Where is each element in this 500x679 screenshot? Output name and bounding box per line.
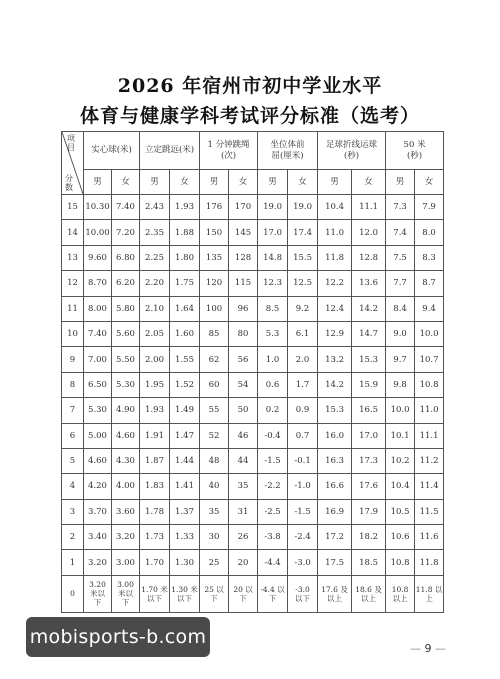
- value-cell: 9.8: [386, 372, 415, 397]
- score-cell: 14: [62, 220, 84, 245]
- gender-male: 男: [258, 170, 288, 195]
- value-cell: 0.6: [258, 372, 288, 397]
- value-cell: 8.70: [84, 271, 112, 296]
- value-cell: 1.30: [170, 550, 200, 575]
- value-cell: 56: [229, 347, 258, 372]
- value-cell: 12.4: [318, 296, 352, 321]
- value-cell: 10.2: [386, 448, 415, 473]
- col-header-sit-and-reach: 坐位体前 屈(厘米): [258, 132, 318, 170]
- value-cell: 2.00: [140, 347, 170, 372]
- value-cell: 1.37: [170, 499, 200, 524]
- value-line: 下: [210, 593, 218, 603]
- value-cell: 128: [229, 245, 258, 270]
- value-cell: 1.83: [140, 474, 170, 499]
- value-cell: 14.7: [352, 321, 386, 346]
- value-cell: 1.95: [140, 372, 170, 397]
- table-row: [62, 220, 444, 245]
- value-cell: 2.10: [140, 296, 170, 321]
- value-cell: 1.33: [170, 525, 200, 550]
- value-cell: 17.2: [318, 525, 352, 550]
- page-number: [398, 642, 458, 655]
- corner-score-label: 分 数: [65, 174, 73, 192]
- value-cell: 10.4: [386, 474, 415, 499]
- value-cell: -0.4: [258, 423, 288, 448]
- value-line: 以下: [147, 593, 163, 603]
- value-cell: 1.55: [170, 347, 200, 372]
- value-cell: 14.2: [352, 296, 386, 321]
- value-cell: 13.6: [352, 271, 386, 296]
- score-cell: 1: [62, 550, 84, 575]
- value-cell: [352, 575, 386, 612]
- value-cell: 1.52: [170, 372, 200, 397]
- value-cell: 11.0: [415, 398, 444, 423]
- value-cell: 4.30: [112, 448, 140, 473]
- table-row: [62, 245, 444, 270]
- value-line: 17.6 及: [321, 584, 348, 594]
- table-row: [62, 372, 444, 397]
- value-cell: 10.30: [84, 195, 112, 220]
- value-cell: -3.8: [258, 525, 288, 550]
- value-cell: 0.7: [288, 423, 318, 448]
- value-cell: 10.0: [415, 321, 444, 346]
- value-cell: 4.60: [84, 448, 112, 473]
- value-line: 米以: [90, 589, 105, 599]
- score-cell: 6: [62, 423, 84, 448]
- value-cell: 8.0: [415, 220, 444, 245]
- value-cell: 10.0: [386, 398, 415, 423]
- gender-female: 女: [415, 170, 444, 195]
- value-cell: 13.2: [318, 347, 352, 372]
- value-cell: 1.93: [170, 195, 200, 220]
- value-cell: 9.0: [386, 321, 415, 346]
- value-cell: 1.41: [170, 474, 200, 499]
- gender-male: 男: [140, 170, 170, 195]
- value-cell: [415, 575, 444, 612]
- value-cell: 150: [200, 220, 229, 245]
- value-line: -3.0: [295, 584, 310, 594]
- gender-female: 女: [229, 170, 258, 195]
- value-cell: 1.91: [140, 423, 170, 448]
- score-table: [61, 131, 444, 613]
- value-cell: 35: [200, 499, 229, 524]
- value-cell: 2.05: [140, 321, 170, 346]
- value-cell: 6.80: [112, 245, 140, 270]
- gender-female: 女: [352, 170, 386, 195]
- value-cell: 7.3: [386, 195, 415, 220]
- value-cell: 5.50: [112, 347, 140, 372]
- value-cell: [229, 575, 258, 612]
- page-number-value: 9: [424, 642, 432, 655]
- title-line-1: 2026 年宿州市初中学业水平: [117, 75, 383, 97]
- value-cell: 2.35: [140, 220, 170, 245]
- table-row: [62, 525, 444, 550]
- score-cell: 4: [62, 474, 84, 499]
- value-line: 1.30 米: [171, 584, 198, 594]
- value-cell: 4.90: [112, 398, 140, 423]
- value-cell: 14.2: [318, 372, 352, 397]
- score-cell: 8: [62, 372, 84, 397]
- value-cell: 8.00: [84, 296, 112, 321]
- table-row: [62, 499, 444, 524]
- value-cell: -1.0: [288, 474, 318, 499]
- value-cell: 35: [229, 474, 258, 499]
- value-line: 米以: [118, 589, 133, 599]
- value-cell: 3.40: [84, 525, 112, 550]
- value-cell: 17.5: [318, 550, 352, 575]
- value-cell: 8.7: [415, 271, 444, 296]
- value-cell: 2.0: [288, 347, 318, 372]
- value-cell: 4.20: [84, 474, 112, 499]
- value-cell: 1.44: [170, 448, 200, 473]
- score-cell: 2: [62, 525, 84, 550]
- value-line: 20 以: [233, 584, 253, 594]
- value-line: 3.20: [89, 580, 106, 590]
- value-cell: 17.6: [352, 474, 386, 499]
- value-cell: -1.5: [258, 448, 288, 473]
- value-line: 以下: [177, 593, 193, 603]
- value-cell: -1.5: [288, 499, 318, 524]
- value-cell: 1.88: [170, 220, 200, 245]
- score-cell: 5: [62, 448, 84, 473]
- value-cell: 115: [229, 271, 258, 296]
- value-cell: 19.0: [258, 195, 288, 220]
- page-title: [0, 74, 500, 128]
- header-row-items: [62, 132, 444, 170]
- value-cell: 11.8: [415, 550, 444, 575]
- value-cell: 12.0: [352, 220, 386, 245]
- score-cell: 9: [62, 347, 84, 372]
- value-line: 1.70 米: [141, 584, 168, 594]
- value-cell: 30: [200, 525, 229, 550]
- score-cell: 10: [62, 321, 84, 346]
- value-cell: -4.4: [258, 550, 288, 575]
- value-cell: 5.80: [112, 296, 140, 321]
- score-cell: 3: [62, 499, 84, 524]
- score-cell: 11: [62, 296, 84, 321]
- value-cell: -3.0: [288, 550, 318, 575]
- value-cell: 4.60: [112, 423, 140, 448]
- value-cell: 16.9: [318, 499, 352, 524]
- value-cell: 96: [229, 296, 258, 321]
- title-line-2: 体育与健康学科考试评分标准（选考）: [79, 105, 420, 127]
- value-cell: 1.93: [140, 398, 170, 423]
- value-cell: 10.5: [386, 499, 415, 524]
- value-cell: -0.1: [288, 448, 318, 473]
- value-cell: 1.7: [288, 372, 318, 397]
- value-cell: 26: [229, 525, 258, 550]
- value-cell: 2.25: [140, 245, 170, 270]
- value-cell: 12.9: [318, 321, 352, 346]
- value-cell: 11.1: [352, 195, 386, 220]
- value-cell: 9.7: [386, 347, 415, 372]
- score-cell: 15: [62, 195, 84, 220]
- gender-female: 女: [288, 170, 318, 195]
- score-cell: 7: [62, 398, 84, 423]
- value-cell: 8.3: [415, 245, 444, 270]
- value-cell: 46: [229, 423, 258, 448]
- col-header-50m: 50 米 (秒): [386, 132, 444, 170]
- value-cell: 5.00: [84, 423, 112, 448]
- gender-male: 男: [200, 170, 229, 195]
- value-cell: 5.3: [258, 321, 288, 346]
- value-cell: 16.6: [318, 474, 352, 499]
- value-cell: 5.30: [84, 398, 112, 423]
- value-cell: 7.40: [112, 195, 140, 220]
- value-cell: 7.5: [386, 245, 415, 270]
- value-line: 以上: [327, 593, 343, 603]
- value-cell: -2.5: [258, 499, 288, 524]
- value-cell: 16.3: [318, 448, 352, 473]
- table-row: [62, 575, 444, 612]
- value-cell: 18.2: [352, 525, 386, 550]
- value-cell: 18.5: [352, 550, 386, 575]
- value-cell: [318, 575, 352, 612]
- value-cell: 7.00: [84, 347, 112, 372]
- col-header-rope-skip: 1 分钟跳绳 (次): [200, 132, 258, 170]
- value-cell: 15.9: [352, 372, 386, 397]
- value-cell: 135: [200, 245, 229, 270]
- page-dash-right: —: [435, 642, 446, 655]
- corner-cell: [62, 132, 84, 195]
- value-cell: [288, 575, 318, 612]
- value-cell: 0.9: [288, 398, 318, 423]
- value-cell: [200, 575, 229, 612]
- value-cell: 0.2: [258, 398, 288, 423]
- value-cell: 1.87: [140, 448, 170, 473]
- value-line: 下: [268, 593, 277, 603]
- value-cell: 12.5: [288, 271, 318, 296]
- value-cell: 8.5: [258, 296, 288, 321]
- col-header-long-jump: 立定跳远(米): [140, 132, 200, 170]
- value-cell: 1.78: [140, 499, 170, 524]
- value-cell: 6.50: [84, 372, 112, 397]
- value-cell: [112, 575, 140, 612]
- value-cell: 1.70: [140, 550, 170, 575]
- value-cell: 10.7: [415, 347, 444, 372]
- value-cell: 25: [200, 550, 229, 575]
- score-table-body: [62, 195, 444, 613]
- value-cell: [140, 575, 170, 612]
- value-cell: -2.2: [258, 474, 288, 499]
- value-cell: 145: [229, 220, 258, 245]
- value-cell: 7.9: [415, 195, 444, 220]
- value-cell: 15.3: [318, 398, 352, 423]
- value-cell: 31: [229, 499, 258, 524]
- value-cell: 10.8: [386, 550, 415, 575]
- value-cell: 9.2: [288, 296, 318, 321]
- table-row: [62, 271, 444, 296]
- value-cell: 40: [200, 474, 229, 499]
- value-cell: 6.1: [288, 321, 318, 346]
- value-cell: [386, 575, 415, 612]
- value-cell: 3.00: [112, 550, 140, 575]
- value-cell: 12.3: [258, 271, 288, 296]
- value-cell: 17.4: [288, 220, 318, 245]
- corner-item-label: 项 目: [67, 134, 75, 152]
- value-cell: 15.3: [352, 347, 386, 372]
- value-cell: 11.6: [415, 525, 444, 550]
- gender-male: 男: [318, 170, 352, 195]
- value-cell: 15.5: [288, 245, 318, 270]
- value-cell: 10.6: [386, 525, 415, 550]
- value-line: 下: [93, 598, 102, 608]
- value-cell: 3.60: [112, 499, 140, 524]
- header-row-gender: [62, 170, 444, 195]
- table-row: [62, 321, 444, 346]
- value-cell: 1.73: [140, 525, 170, 550]
- value-line: 以下: [295, 593, 311, 603]
- value-cell: 44: [229, 448, 258, 473]
- value-cell: 1.0: [258, 347, 288, 372]
- value-cell: 100: [200, 296, 229, 321]
- value-cell: 1.64: [170, 296, 200, 321]
- value-cell: 19.0: [288, 195, 318, 220]
- value-cell: 3.70: [84, 499, 112, 524]
- value-cell: 7.20: [112, 220, 140, 245]
- value-cell: 1.47: [170, 423, 200, 448]
- value-cell: 48: [200, 448, 229, 473]
- value-line: 下: [121, 598, 130, 608]
- value-cell: 10.1: [386, 423, 415, 448]
- value-line: 以上: [392, 593, 408, 603]
- value-cell: 11.2: [415, 448, 444, 473]
- table-row: [62, 423, 444, 448]
- value-cell: 5.60: [112, 321, 140, 346]
- value-cell: 3.20: [84, 550, 112, 575]
- value-line: 11.8 以: [415, 584, 443, 594]
- value-cell: 10.4: [318, 195, 352, 220]
- table-row: [62, 474, 444, 499]
- value-cell: 80: [229, 321, 258, 346]
- value-cell: 14.8: [258, 245, 288, 270]
- value-cell: 7.40: [84, 321, 112, 346]
- value-cell: 11.4: [415, 474, 444, 499]
- value-cell: 16.0: [318, 423, 352, 448]
- value-cell: 6.20: [112, 271, 140, 296]
- value-cell: 176: [200, 195, 229, 220]
- gender-female: 女: [112, 170, 140, 195]
- value-line: 18.6 及: [355, 584, 382, 594]
- value-cell: 11.0: [318, 220, 352, 245]
- value-cell: 11.8: [318, 245, 352, 270]
- table-row: [62, 398, 444, 423]
- value-cell: 12.8: [352, 245, 386, 270]
- value-cell: 11.1: [415, 423, 444, 448]
- value-line: 25 以: [204, 584, 224, 594]
- gender-male: 男: [84, 170, 112, 195]
- value-cell: 62: [200, 347, 229, 372]
- value-cell: 52: [200, 423, 229, 448]
- value-cell: 7.7: [386, 271, 415, 296]
- table-row: [62, 347, 444, 372]
- value-cell: 2.43: [140, 195, 170, 220]
- value-cell: 9.4: [415, 296, 444, 321]
- gender-male: 男: [386, 170, 415, 195]
- value-cell: 2.20: [140, 271, 170, 296]
- score-cell: 12: [62, 271, 84, 296]
- table-row: [62, 195, 444, 220]
- value-line: -4.4 以: [260, 584, 285, 594]
- value-cell: 1.80: [170, 245, 200, 270]
- value-cell: 120: [200, 271, 229, 296]
- value-cell: 4.00: [112, 474, 140, 499]
- value-line: 以上: [361, 593, 377, 603]
- table-row: [62, 550, 444, 575]
- value-cell: 9.60: [84, 245, 112, 270]
- value-cell: 17.0: [258, 220, 288, 245]
- value-cell: 170: [229, 195, 258, 220]
- value-cell: 60: [200, 372, 229, 397]
- col-header-football-dribble: 足球折线运球 (秒): [318, 132, 386, 170]
- table-row: [62, 296, 444, 321]
- table-row: [62, 448, 444, 473]
- value-line: 下: [239, 593, 247, 603]
- value-line: 10.8: [391, 584, 409, 594]
- gender-female: 女: [170, 170, 200, 195]
- value-cell: 50: [229, 398, 258, 423]
- value-cell: 11.5: [415, 499, 444, 524]
- value-cell: 7.4: [386, 220, 415, 245]
- value-cell: 17.9: [352, 499, 386, 524]
- value-cell: 16.5: [352, 398, 386, 423]
- value-cell: [258, 575, 288, 612]
- value-cell: 1.60: [170, 321, 200, 346]
- value-cell: 55: [200, 398, 229, 423]
- value-cell: 17.3: [352, 448, 386, 473]
- value-cell: 20: [229, 550, 258, 575]
- value-cell: 54: [229, 372, 258, 397]
- value-cell: 17.0: [352, 423, 386, 448]
- value-cell: [84, 575, 112, 612]
- page-dash-left: —: [410, 642, 421, 655]
- value-cell: 85: [200, 321, 229, 346]
- value-cell: 1.75: [170, 271, 200, 296]
- watermark: mobisports-b.com: [26, 617, 210, 657]
- value-line: 3.00: [117, 580, 134, 590]
- score-cell: 0: [62, 575, 84, 612]
- col-header-shot-put: 实心球(米): [84, 132, 140, 170]
- value-cell: 5.30: [112, 372, 140, 397]
- value-cell: [170, 575, 200, 612]
- value-cell: 1.49: [170, 398, 200, 423]
- value-cell: 12.2: [318, 271, 352, 296]
- value-cell: -2.4: [288, 525, 318, 550]
- value-cell: 3.20: [112, 525, 140, 550]
- value-cell: 8.4: [386, 296, 415, 321]
- value-cell: 10.00: [84, 220, 112, 245]
- score-cell: 13: [62, 245, 84, 270]
- value-cell: 10.8: [415, 372, 444, 397]
- value-line: 上: [425, 593, 433, 603]
